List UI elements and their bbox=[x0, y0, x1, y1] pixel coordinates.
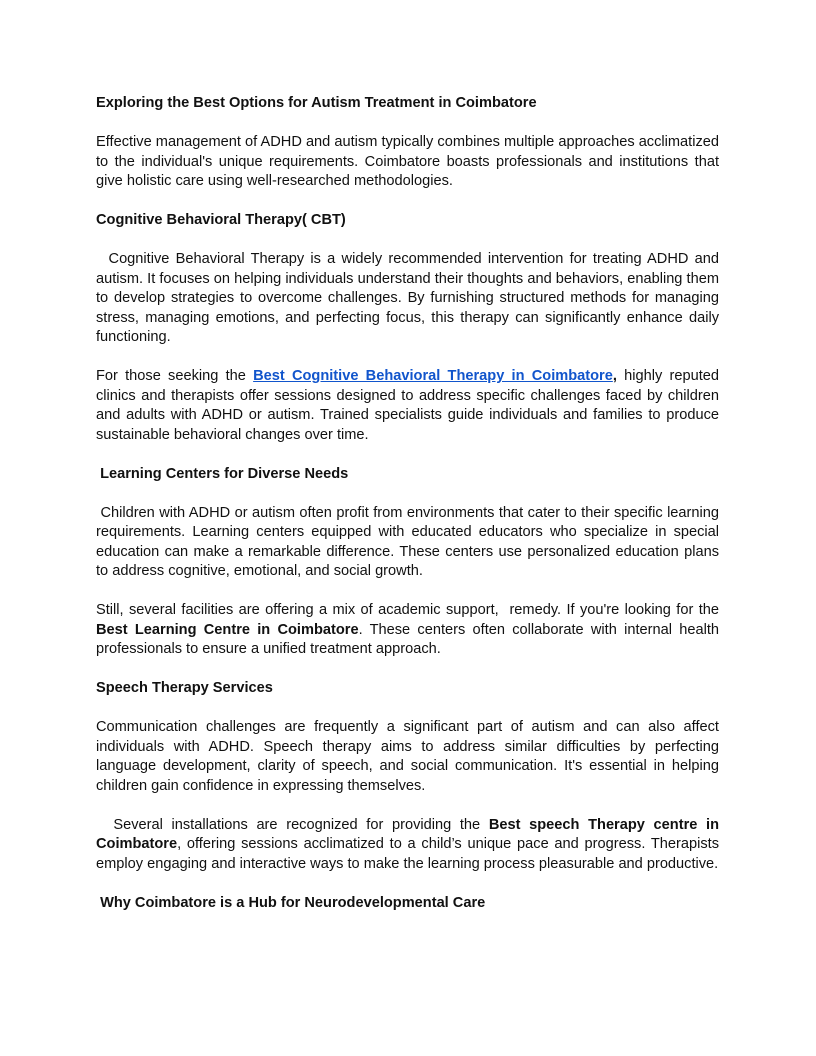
hub-heading: Why Coimbatore is a Hub for Neurodevelopmental Care bbox=[96, 894, 486, 911]
learning-centers-heading: Learning Centers for Diverse Needs bbox=[96, 465, 349, 482]
cbt-paragraph-1: Cognitive Behavioral Therapy is a widely recommended intervention for treating ADHD and autism. It focuses on helping individuals understand their thoughts and behaviors, enabling them to develop strategies to overcome challenges. By furnishing structured methods for managing stress, managing emotions, and perfecting focus, this therapy can significantly enhance daily functioning. bbox=[96, 251, 724, 345]
learning-paragraph-2-rest: . These centers often collaborate with internal health professionals to ensure a unified treatment approach. bbox=[96, 621, 724, 657]
cbt-paragraph-2-lead: For those seeking the bbox=[96, 368, 254, 384]
document-body bbox=[96, 94, 724, 933]
learning-paragraph-1: Children with ADHD or autism often profit from environments that cater to their specific learning requirements. Learning centers equipped with educated educators who specialize in special education can make a remarkable difference. These centers use personalized education plans to address cognitive, emotional, and social growth. bbox=[96, 504, 724, 579]
cbt-paragraph-2-comma: , bbox=[612, 368, 617, 384]
document-title: Exploring the Best Options for Autism Treatment in Coimbatore bbox=[96, 95, 537, 111]
speech-paragraph-2 bbox=[96, 816, 724, 875]
speech-paragraph-1: Communication challenges are frequently a significant part of autism and can also affect individuals with ADHD. Speech therapy aims to address similar difficulties by perfecting language development, clarity of speech, and social communication. It's essential in helping children gain confidence in expressing themselves. bbox=[96, 719, 719, 794]
best-cbt-link[interactable]: Best Cognitive Behavioral Therapy in Coimbatore bbox=[253, 368, 613, 384]
speech-therapy-heading: Speech Therapy Services bbox=[96, 680, 273, 696]
best-speech-therapy-text: Best speech Therapy centre in Coimbatore bbox=[96, 816, 724, 852]
speech-paragraph-2-rest: , offering sessions acclimatized to a child’s unique pace and progress. Therapists employ engaging and interactive ways to make the learning process pleasurable and productive. bbox=[96, 836, 724, 872]
cbt-paragraph-2 bbox=[96, 367, 724, 445]
learning-paragraph-2-lead: Still, several facilities are offering a mix of academic support, remedy. If you're looking for the bbox=[96, 602, 724, 618]
cbt-paragraph-2-rest: highly reputed clinics and therapists offer sessions designed to address specific challenges faced by children and adults with ADHD or autism. Trained specialists guide individuals and families to produce sustainable behavioral changes over time. bbox=[96, 368, 724, 443]
cbt-heading: Cognitive Behavioral Therapy( CBT) bbox=[96, 212, 346, 228]
intro-paragraph: Effective management of ADHD and autism typically combines multiple approaches acclimatized to the individual's unique requirements. Coimbatore boasts professionals and institutions that give holistic care using well-researched methodologies. bbox=[96, 134, 719, 189]
best-learning-centre-text: Best Learning Centre in Coimbatore bbox=[96, 621, 359, 638]
speech-paragraph-2-lead: Several installations are recognized for providing the bbox=[96, 816, 489, 833]
learning-paragraph-2 bbox=[96, 601, 724, 660]
